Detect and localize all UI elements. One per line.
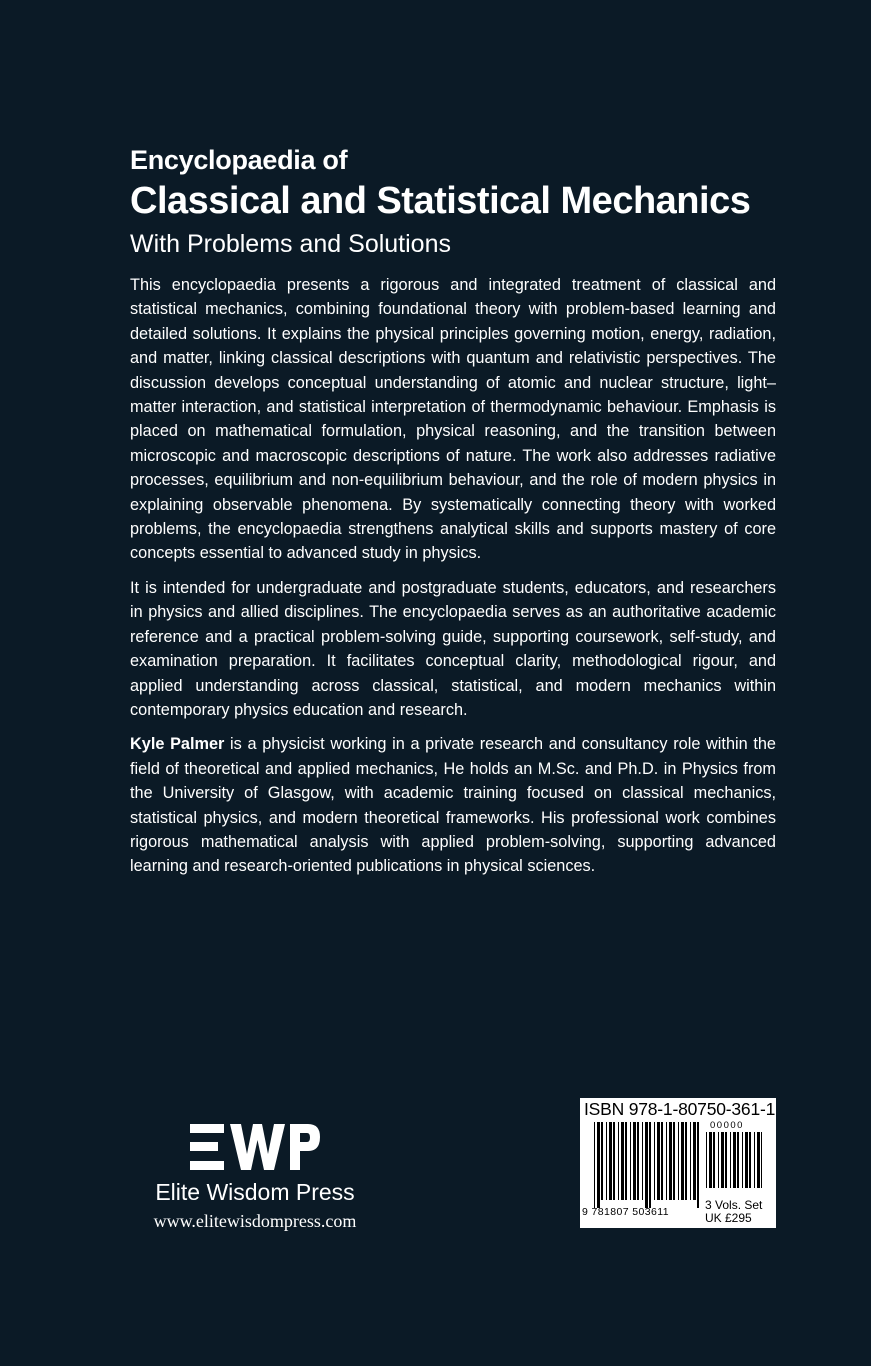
series-label: Encyclopaedia of	[130, 145, 348, 175]
barcode-bar	[721, 1132, 724, 1188]
barcode-bar	[713, 1132, 715, 1188]
set-label: 3 Vols. Set	[705, 1198, 763, 1212]
barcode-bar	[730, 1132, 731, 1188]
author-bio	[130, 732, 776, 878]
barcode-bar	[657, 1122, 660, 1200]
barcode-bar	[618, 1122, 619, 1200]
barcode-bar	[709, 1132, 712, 1188]
publisher-name: Elite Wisdom Press	[155, 1179, 355, 1205]
barcode-bar	[642, 1122, 643, 1200]
barcode-bar	[597, 1122, 600, 1208]
barcode-bar	[666, 1122, 667, 1200]
barcode-bar	[637, 1122, 639, 1200]
blurb	[130, 273, 776, 889]
barcode-bar	[673, 1122, 675, 1200]
barcode-digits: 9 781807 503611	[582, 1206, 669, 1218]
title-block	[130, 142, 790, 262]
barcode-bar	[725, 1132, 727, 1188]
author-name: Kyle Palmer	[130, 735, 225, 754]
isbn-label: ISBN 978-1-80750-361-1	[584, 1099, 776, 1119]
barcode-bar	[749, 1132, 751, 1188]
publisher-block	[130, 1124, 380, 1232]
barcode-bar	[742, 1132, 743, 1188]
barcode-bar	[706, 1132, 707, 1188]
barcode-bar	[621, 1122, 624, 1200]
author-bio-text: is a physicist working in a private research and consultancy role within the field of theoretical and applied mechanics, He holds an M.Sc. and Ph.D. in Physics from the University of Glasgow, with academic training focused on classical mechanics, statistical physics, and modern theoretical frameworks. His professional work combines rigorous mathematical analysis with applied problem-solving, supporting advanced learning and research-oriented publications in physical sciences.	[130, 735, 776, 876]
barcode-bar	[685, 1122, 687, 1200]
barcode-bar	[690, 1122, 691, 1200]
barcode-bar	[697, 1122, 699, 1208]
barcode-bar	[633, 1122, 636, 1200]
barcode-bar	[601, 1122, 603, 1200]
barcode-bar	[754, 1132, 755, 1188]
barcode-bar	[630, 1122, 631, 1200]
isbn-barcode	[580, 1098, 776, 1228]
description-paragraph-2: It is intended for undergraduate and postgraduate students, educators, and researchers in physics and allied disciplines. The encyclopaedia serves as an authoritative academic reference and a practical problem-solving guide, supporting coursework, self-study, and examination preparation. It facilitates conceptual clarity, methodological rigour, and applied understanding across classical, statistical, and modern mechanics within contemporary physics education and research.	[130, 578, 776, 719]
addon-bars	[706, 1132, 762, 1196]
barcode-bar	[669, 1122, 672, 1200]
barcode-bar	[761, 1132, 762, 1188]
barcode-bar	[733, 1132, 736, 1188]
barcode-bar	[745, 1132, 748, 1188]
barcode-bar	[649, 1122, 651, 1208]
barcode-bar	[613, 1122, 615, 1200]
book-title: Classical and Statistical Mechanics	[130, 180, 751, 222]
barcode-bar	[594, 1122, 595, 1208]
barcode-bars	[594, 1122, 700, 1208]
barcode-bar	[654, 1122, 655, 1200]
barcode-bar	[625, 1122, 627, 1200]
barcode-bar	[645, 1122, 648, 1208]
publisher-url: www.elitewisdompress.com	[153, 1211, 357, 1231]
barcode-bar	[718, 1132, 719, 1188]
barcode-bar	[678, 1122, 679, 1200]
description-paragraph-1: This encyclopaedia presents a rigorous and integrated treatment of classical and statistical mechanics, combining foundational theory with problem-based learning and detailed solutions. It explains the physical principles governing motion, energy, radiation, and matter, linking classical descriptions with quantum and relativistic perspectives. The discussion develops conceptual understanding of atomic and nuclear structure, light–matter interaction, and statistical interpretation of thermodynamic behaviour. Emphasis is placed on mathematical formulation, physical reasoning, and the transition between microscopic and macroscopic descriptions of nature. The work also addresses radiative processes, equilibrium and non-equilibrium behaviour, and the role of modern physics in explaining observable phenomena. By systematically connecting theory with worked problems, the encyclopaedia strengthens analytical skills and supports mastery of core concepts essential to advanced study in physics.	[130, 276, 776, 563]
publisher-logo	[190, 1124, 320, 1170]
barcode-bar	[606, 1122, 607, 1200]
barcode-bar	[609, 1122, 612, 1200]
barcode-bar	[757, 1132, 760, 1188]
barcode-bar	[681, 1122, 684, 1200]
barcode-bar	[693, 1122, 696, 1200]
barcode-bar	[737, 1132, 739, 1188]
book-subtitle: With Problems and Solutions	[130, 230, 451, 258]
price-label: UK £295	[705, 1211, 752, 1225]
barcode-bar	[661, 1122, 663, 1200]
addon-digits: 00000	[710, 1120, 744, 1131]
